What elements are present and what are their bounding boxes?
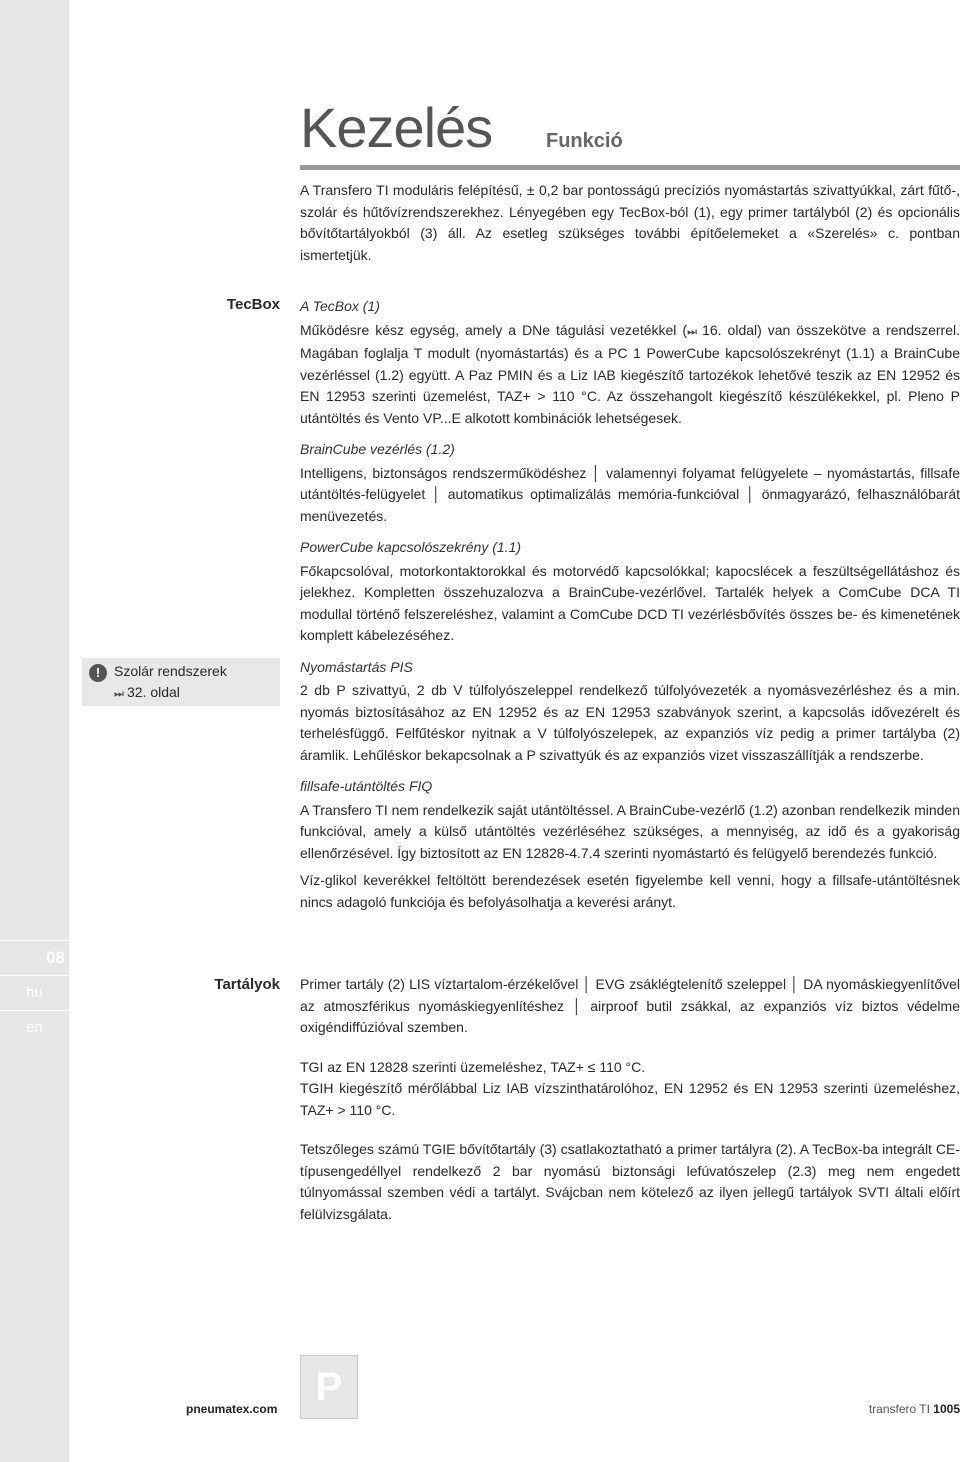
tanks-section [300, 974, 960, 1225]
page-title: Kezelés [300, 96, 493, 159]
tecbox-section [300, 296, 960, 913]
language-tab-hu[interactable]: hu [0, 975, 69, 1010]
tecbox-heading: A TecBox (1) [300, 298, 380, 314]
braincube-text: Intelligens, biztonságos rendszerműködéshez │ valamennyi folyamat felügyelete – nyomástartás, fillsafe utántöltés-felügyelet │ automatikus optimalizálás memória-funkcióval │ önmagyarázó, felhasználóbarát menüvezetés. [300, 464, 960, 524]
note-line-1: Szolár rendszerek [114, 663, 227, 679]
tanks-paragraph-1: Primer tartály (2) LIS víztartalom-érzékelővel │ EVG zsáklégtelenítő szeleppel │ DA nyomáskiegyenlítővel az atmoszférikus nyomáskiegyenlítéshez │ airproof butil zsákkal, az expanziós víz biztos védelme oxigéndiffúzióval szemben. [300, 976, 960, 1035]
footer-product [869, 1402, 960, 1416]
warning-icon: ! [89, 664, 107, 682]
page-ref-arrow-icon: ⏭ [687, 325, 703, 338]
page-subtitle: Funkció [546, 130, 623, 152]
section-label-tecbox: TecBox [226, 296, 280, 313]
fiq-text-2: Víz-glikol keverékkel feltöltött berendezések esetén figyelembe kell venni, hogy a fillsafe-utántöltésnek nincs adagoló funkciója és befolyásolhatja a keverési arányt. [300, 872, 960, 910]
note-page-ref: 32. oldal [126, 684, 180, 700]
tecbox-text-b: 16. oldal) van összekötve a rendszerrel. Magában foglalja T modult (nyomástartás) és a PC 1 PowerCube kapcsolószekrényt (1.1) a BrainCube vezérléssel (1.2) együtt. A Paz PMIN és a Liz IAB kiegészítő tartozékok lehetővé teszik az EN 12952 és EN 12953 szerinti üzemelést, TAZ+ > 110 °C. Az összehangolt kiegészítő készülékekkel, pl. Pleno P utántöltés és Vento VP...E alkotott kombinációk lehetségesek. [300, 321, 960, 426]
solar-note-box [82, 658, 280, 706]
powercube-text: Főkapcsolóval, motorkontaktorokkal és motorvédő kapcsolókkal; kapocslécek a feszültségellátáshoz és jelekhez. Kompletten összehuzalozva a BrainCube-vezérlővel. Tartalék helyek a ComCube DCA TI modullal történő felszereléshez, valamint a ComCube DCD TI vezérlésbővítés összes be- és kimenetének komplett kábelezéséhez. [300, 562, 960, 643]
tanks-paragraph-2a: TGI az EN 12828 szerinti üzemeléshez, TAZ+ ≤ 110 °C. [300, 1058, 646, 1075]
footer-website[interactable]: pneumatex.com [186, 1402, 278, 1416]
title-rule [300, 165, 960, 170]
tecbox-text-a: Működésre kész egység, amely a DNe tágulási vezetékkel ( [300, 321, 688, 338]
note-line-2 [114, 684, 180, 701]
powercube-heading: PowerCube kapcsolószekrény (1.1) [300, 539, 521, 555]
pis-text: 2 db P szivattyú, 2 db V túlfolyószeleppel rendelkező túlfolyóvezeték a nyomásvezérléshez és a min. nyomás biztosításához az EN 12952 és az EN 12953 szabványok szerint, a kapcsolás idővezérelt és terhelésfüggő. Felfűtéskor nyitnak a V túlfolyószelepek, az expanziós víz pedig a primer tartályba (2) áramlik. Lehűléskor bekapcsolnak a P szivattyúk és az expanziós vizet visszaszállítják a rendszerbe. [300, 682, 960, 763]
braincube-heading: BrainCube vezérlés (1.2) [300, 441, 455, 457]
language-tab-en[interactable]: en [0, 1010, 69, 1045]
pneumatex-logo: P [300, 1355, 358, 1419]
footer-page-number: 1005 [933, 1402, 960, 1416]
pis-heading: Nyomástartás PIS [300, 658, 413, 675]
sidebar [0, 0, 69, 1462]
section-label-tanks: Tartályok [214, 976, 280, 993]
fiq-heading: fillsafe-utántöltés FIQ [300, 778, 433, 794]
intro-paragraph: A Transfero TI moduláris felépítésű, ± 0,2 bar pontosságú precíziós nyomástartás szivattyúkkal, zárt fűtő-, szolár és hűtővízrendszerekhez. Lényegében egy TecBox-ból (1), egy primer tartályból (2) és opcionális bővítőtartályokból (3) áll. Az esetleg szükséges további építőelemeket a «Szerelés» c. pontban ismertetjük. [300, 182, 960, 263]
tanks-paragraph-2b: TGIH kiegészítő mérőlábbal Liz IAB vízszinthatárolóhoz, EN 12952 és EN 12953 szerinti üzemeléshez, TAZ+ > 110 °C. [300, 1080, 960, 1118]
side-tabs [0, 940, 69, 1045]
page-section-number: 08 [0, 940, 69, 975]
tanks-paragraph-3: Tetszőleges számú TGIE bővítőtartály (3) csatlakoztatható a primer tartályra (2). A TecBox-ba integrált CE-típusengedéllyel rendelkező 2 bar nyomású biztonsági lefúvatószelep (2.3) meg nem engedett túlnyomással szemben védi a tartályt. Svájcban nem kötelező az ilyen jellegű tartályok SVTI általi előírt felülvizsgálata. [300, 1141, 960, 1222]
page-ref-arrow-icon: ⏭ [114, 688, 127, 700]
footer-product-name: transfero TI [868, 1402, 930, 1416]
tecbox-description [300, 320, 960, 430]
fiq-text: A Transfero TI nem rendelkezik saját utántöltéssel. A BrainCube-vezérlő (1.2) azonban rendelkezik minden funkcióval, amely a külső utántöltés vezérléséhez szükséges, a mennyiség, az idő és a gyakoriság ellenőrzésével. Így biztosított az EN 12828-4.7.4 szerinti nyomástartó és felügyelő berendezés funkció. [300, 801, 960, 861]
